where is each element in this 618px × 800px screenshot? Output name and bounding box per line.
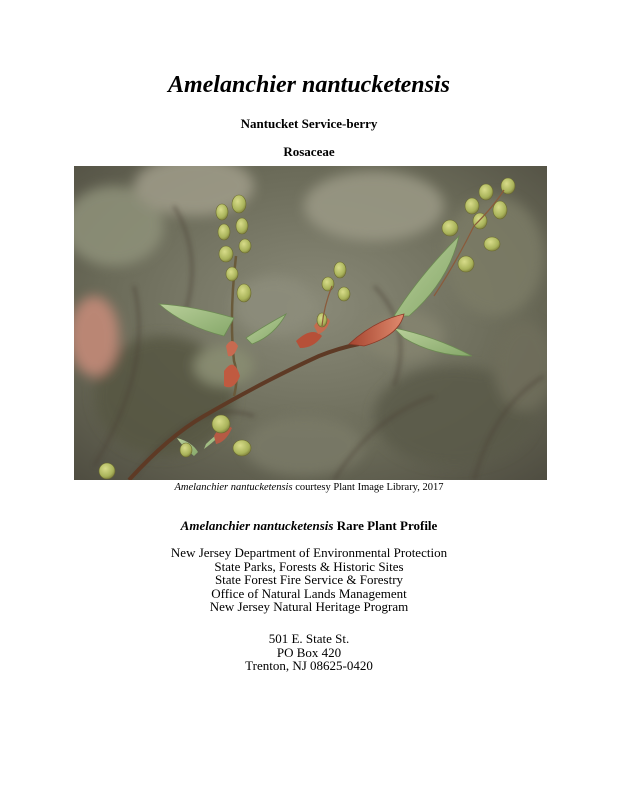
family-name: Rosaceae — [283, 144, 335, 159]
agency-line: State Forest Fire Service & Forestry — [214, 572, 404, 588]
address-block — [0, 632, 618, 673]
plant-photo — [74, 166, 547, 480]
agency-line: New Jersey Natural Heritage Program — [209, 599, 409, 615]
caption-credit: courtesy Plant Image Library, 2017 — [292, 482, 444, 493]
profile-label: Rare Plant Profile — [333, 518, 438, 533]
page-title: Amelanchier nantucketensis — [167, 72, 451, 98]
address-line: Trenton, NJ 08625-0420 — [245, 658, 373, 674]
caption-species: Amelanchier nantucketensis — [174, 482, 293, 493]
photo-caption — [0, 482, 618, 493]
profile-heading — [0, 518, 618, 534]
address-line: 501 E. State St. — [268, 631, 350, 646]
address-line: PO Box 420 — [276, 644, 342, 660]
agency-block — [0, 546, 618, 614]
agency-line: New Jersey Department of Environmental Protection — [170, 545, 448, 560]
agency-line: State Parks, Forests & Historic Sites — [214, 558, 404, 574]
profile-species: Amelanchier nantucketensis — [180, 518, 334, 533]
common-name: Nantucket Service-berry — [240, 116, 378, 131]
agency-line: Office of Natural Lands Management — [211, 585, 407, 601]
